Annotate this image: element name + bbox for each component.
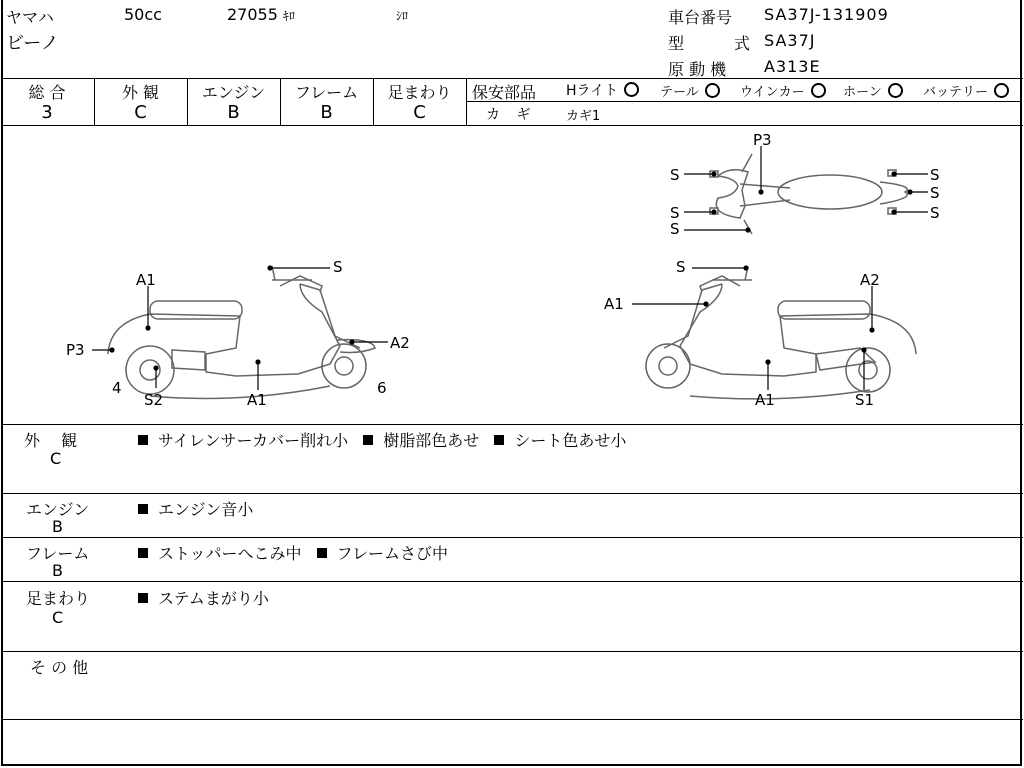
mileage-unit: ｷﾛ — [283, 9, 296, 23]
headlight-label: Hライト — [566, 83, 619, 99]
type-label-1: 型 — [668, 34, 685, 53]
grade-exterior-label: 外 観 — [121, 83, 160, 102]
remark-engine-grade: B — [52, 517, 63, 536]
remark-exterior-items — [138, 428, 626, 451]
safety-battery — [923, 81, 1009, 100]
diagram-label-top-s: S — [670, 204, 680, 222]
bullet-square-icon — [363, 435, 373, 445]
diagram-label-right-a1-bottom: A1 — [755, 391, 775, 409]
remark-frame-label: フレーム — [26, 544, 90, 563]
bullet-square-icon — [138, 435, 148, 445]
displacement: 50cc — [124, 5, 162, 24]
grade-exterior-value: C — [134, 102, 147, 123]
type-value: SA37J — [764, 31, 816, 50]
engine-label: 原 動 機 — [668, 60, 727, 79]
divider — [1, 651, 1023, 652]
safety-tail — [660, 81, 720, 100]
winker-ok-icon — [811, 83, 826, 98]
type-label-2: 式 — [734, 34, 751, 53]
diagram-label-left-a1-bottom: A1 — [247, 391, 267, 409]
remark-other-label: そ の 他 — [30, 658, 89, 677]
remark-suspension-label: 足まわり — [26, 589, 91, 608]
remark-item: フレームさび中 — [336, 544, 448, 563]
battery-ok-icon — [994, 83, 1009, 98]
bullet-square-icon — [138, 593, 148, 603]
remark-item: 樹脂部色あせ — [383, 431, 480, 450]
diagram-label-left-a2: A2 — [390, 334, 410, 352]
diagram-label-right-a1: A1 — [604, 295, 624, 313]
chassis-value: SA37J-131909 — [764, 5, 889, 24]
diagram-label-right-s1: S1 — [855, 391, 875, 409]
remark-engine-items — [138, 497, 253, 520]
mileage-value: 27055 — [227, 5, 278, 24]
key-value: カギ1 — [566, 109, 601, 124]
diagram-label-top-p3: P3 — [753, 131, 772, 149]
grade-overall-label: 総 合 — [28, 83, 66, 102]
remark-item: サイレンサーカバー削れ小 — [158, 431, 349, 450]
diagram-label-left-a1: A1 — [136, 271, 156, 289]
diagram-label-right-a2: A2 — [860, 271, 880, 289]
key-label: カ ギ — [486, 107, 531, 123]
remark-suspension-grade: C — [52, 608, 64, 627]
grade-suspension-value: C — [413, 102, 426, 123]
remark-exterior-grade: C — [50, 449, 62, 468]
remark-item: ステムまがり小 — [158, 589, 269, 608]
divider — [1, 719, 1023, 720]
safety-title: 保安部品 — [472, 83, 537, 102]
maker: ヤマハ — [6, 8, 54, 27]
remark-exterior-label: 外 観 — [24, 431, 78, 450]
winker-label: ウインカー — [740, 85, 805, 100]
remark-item: エンジン音小 — [158, 500, 254, 519]
chassis-label: 車台番号 — [668, 8, 733, 27]
tail-ok-icon — [705, 83, 720, 98]
engine-value: A313E — [764, 57, 821, 76]
damage-diagram — [0, 126, 1024, 424]
divider — [1, 493, 1023, 494]
divider — [1, 424, 1023, 425]
diagram-label-left-s: S — [333, 258, 343, 276]
safety-headlight — [566, 80, 639, 100]
safety-horn — [843, 81, 903, 100]
diagram-label-top-s: S — [930, 184, 940, 202]
grade-engine-label: エンジン — [201, 83, 266, 102]
battery-label: バッテリー — [923, 85, 989, 100]
diagram-label-left-p3: P3 — [66, 341, 85, 359]
diagram-label-left-s2: S2 — [144, 391, 164, 409]
color: ｼﾛ — [396, 9, 409, 23]
divider — [1, 78, 1023, 79]
tail-label: テール — [660, 85, 699, 100]
top-view-scooter-icon — [710, 154, 907, 234]
remark-item: シート色あせ小 — [514, 431, 627, 450]
model-name: ビーノ — [6, 33, 59, 54]
bullet-square-icon — [317, 548, 327, 558]
diagram-label-left-4: 4 — [112, 379, 122, 397]
headlight-ok-icon — [624, 82, 639, 97]
diagram-label-top-s: S — [670, 220, 680, 238]
mileage — [227, 5, 295, 24]
remark-engine-label: エンジン — [26, 500, 90, 519]
grade-frame-value: B — [320, 102, 333, 123]
diagram-label-right-s: S — [676, 258, 686, 276]
divider — [467, 101, 1022, 102]
grade-suspension-label: 足まわり — [387, 83, 452, 102]
horn-label: ホーン — [843, 85, 882, 100]
grade-frame-label: フレーム — [294, 83, 359, 102]
horn-ok-icon — [888, 83, 903, 98]
diagram-label-top-s: S — [930, 166, 940, 184]
remark-frame-grade: B — [52, 561, 63, 580]
bullet-square-icon — [138, 548, 148, 558]
divider — [1, 537, 1023, 538]
diagram-label-top-s: S — [930, 204, 940, 222]
grade-engine-value: B — [227, 102, 240, 123]
safety-winker — [740, 81, 826, 100]
diagram-label-left-6: 6 — [377, 379, 387, 397]
divider — [1, 581, 1023, 582]
bullet-square-icon — [138, 504, 148, 514]
grade-overall-value: 3 — [41, 102, 53, 123]
bullet-square-icon — [494, 435, 504, 445]
remark-frame-items — [138, 541, 448, 564]
remark-item: ストッパーへこみ中 — [158, 544, 302, 563]
diagram-label-top-s: S — [670, 166, 680, 184]
remark-suspension-items — [138, 586, 269, 609]
